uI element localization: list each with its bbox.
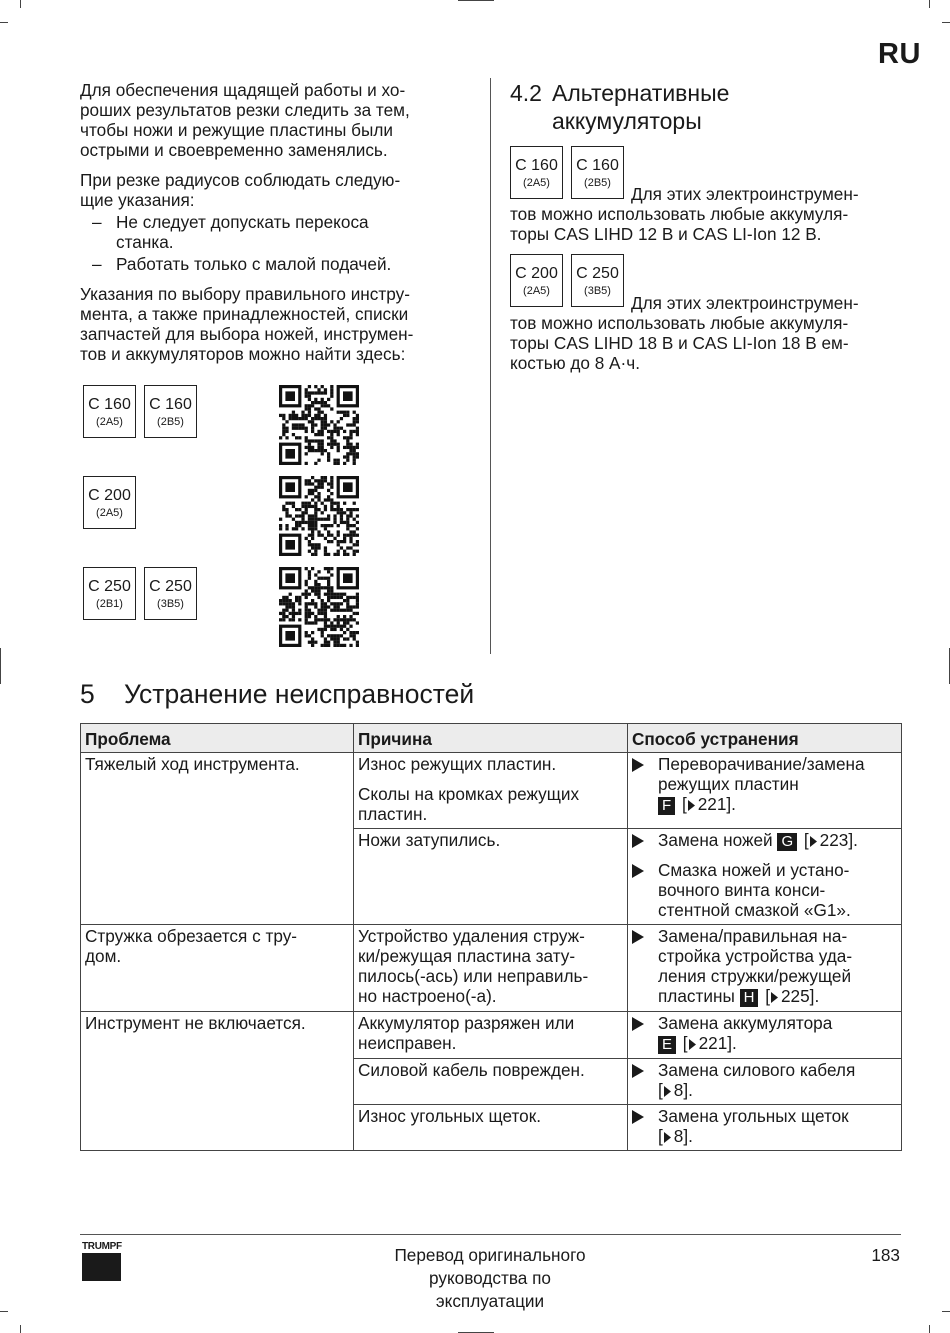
remedy-item bbox=[632, 754, 897, 815]
page-reference-link[interactable] bbox=[658, 1126, 693, 1146]
remedy-cell bbox=[628, 1105, 902, 1151]
list-item-text: Работать только с малой подачей. bbox=[116, 254, 392, 274]
problem-cell bbox=[81, 753, 354, 829]
dash-bullet: – bbox=[92, 212, 102, 232]
figure-key-badge: E bbox=[658, 1036, 676, 1054]
cause-cell bbox=[354, 1012, 628, 1059]
ref-bracket: [ bbox=[658, 1080, 663, 1100]
footer-divider bbox=[80, 1234, 901, 1235]
ref-arrow-icon bbox=[664, 1132, 671, 1143]
dash-bullet: – bbox=[92, 254, 102, 274]
chapter-number: 5 bbox=[80, 679, 95, 709]
trumpf-logo-block bbox=[82, 1253, 121, 1281]
radius-paragraph: При резке радиусов соблюдать следую- щие указания: bbox=[80, 170, 401, 210]
section-heading bbox=[510, 79, 729, 135]
table-row bbox=[81, 829, 902, 925]
remedy-text: Замена силового кабеля bbox=[658, 1060, 856, 1080]
ref-arrow-icon bbox=[689, 1039, 696, 1050]
remedy-text: Замена аккумулятора bbox=[658, 1013, 833, 1033]
crop-mark bbox=[942, 22, 950, 23]
crop-mark bbox=[929, 1325, 930, 1333]
problem-cell bbox=[81, 1105, 354, 1151]
ref-bracket: [ bbox=[682, 1033, 688, 1053]
problem-text: Стружка обрезается с тру- дом. bbox=[85, 926, 298, 966]
section-title: Альтернативные аккумуляторы bbox=[552, 80, 730, 134]
crop-mark bbox=[0, 22, 8, 23]
ref-arrow-icon bbox=[771, 992, 778, 1003]
table-row bbox=[81, 753, 902, 829]
list-item bbox=[80, 212, 480, 252]
model-variant: (2A5) bbox=[523, 285, 550, 297]
list-item bbox=[80, 254, 480, 274]
model-variant: (2A5) bbox=[523, 177, 550, 189]
page-reference-link[interactable] bbox=[804, 830, 858, 850]
chapter-heading bbox=[80, 677, 474, 711]
model-name: C 250 bbox=[149, 578, 192, 595]
remedy-item bbox=[632, 1013, 897, 1054]
troubleshooting-table bbox=[80, 723, 902, 1151]
crop-mark bbox=[20, 1325, 21, 1333]
ref-page: 221]. bbox=[697, 794, 736, 814]
model-box bbox=[571, 146, 624, 199]
cause-cell bbox=[354, 925, 628, 1012]
list-item-text: Не следует допускать перекоса станка. bbox=[116, 212, 369, 252]
remedy-text-wrap bbox=[658, 926, 852, 1007]
cause-text: Сколы на кромках режущих пластин. bbox=[358, 784, 580, 824]
model-variant: (2B1) bbox=[96, 598, 123, 610]
cause-text: Износ угольных щеток. bbox=[358, 1106, 541, 1126]
cause-text: Ножи затупились. bbox=[358, 830, 501, 850]
chapter-title: Устранение неисправностей bbox=[124, 679, 475, 709]
ref-bracket: [ bbox=[658, 1126, 663, 1146]
cause-text: Силовой кабель поврежден. bbox=[358, 1060, 585, 1080]
problem-cell bbox=[81, 829, 354, 925]
model-variant: (3B5) bbox=[584, 285, 611, 297]
remedy-item bbox=[632, 1106, 897, 1146]
action-triangle-icon bbox=[632, 830, 658, 851]
qr-code[interactable] bbox=[279, 567, 359, 647]
remedy-item bbox=[632, 926, 897, 1007]
model-variant: (2B5) bbox=[157, 416, 184, 428]
action-triangle-icon bbox=[632, 1106, 658, 1146]
model-name: C 250 bbox=[88, 578, 131, 595]
table-row bbox=[81, 1012, 902, 1059]
action-triangle-icon bbox=[632, 860, 658, 920]
remedy-text: Смазка ножей и устано- вочного винта конси- стентной смазкой «G1». bbox=[658, 860, 851, 920]
action-triangle-icon bbox=[632, 1013, 658, 1054]
trumpf-logo-text: TRUMPF bbox=[82, 1241, 122, 1252]
remedy-text-wrap bbox=[658, 1060, 855, 1100]
model-box bbox=[510, 146, 563, 199]
ref-page: 225]. bbox=[781, 986, 820, 1006]
model-name: C 160 bbox=[515, 157, 558, 174]
remedy-cell bbox=[628, 925, 902, 1012]
remedy-text: Замена ножей bbox=[658, 830, 773, 850]
model-variant: (2A5) bbox=[96, 416, 123, 428]
model-variant: (3B5) bbox=[157, 598, 184, 610]
tools-paragraph: Указания по выбору правильного инстру- мента, а также принадлежностей, списки запчастей для выбора ножей, инструмен- тов и аккумуляторов можно найти здесь: bbox=[80, 284, 414, 364]
remedy-text-wrap bbox=[658, 1013, 832, 1054]
remedy-cell bbox=[628, 753, 902, 829]
remedy-item bbox=[632, 860, 897, 920]
problem-cell bbox=[81, 925, 354, 1012]
ref-arrow-icon bbox=[810, 836, 817, 847]
model-name: C 160 bbox=[88, 396, 131, 413]
remedy-text-wrap bbox=[658, 754, 865, 815]
page-reference-link[interactable] bbox=[765, 986, 819, 1006]
table-row bbox=[81, 1105, 902, 1151]
battery-text-first-line: Для этих электроинструмен- bbox=[631, 293, 859, 313]
cause-cell bbox=[354, 753, 628, 829]
crop-mark bbox=[458, 0, 494, 1]
crop-mark bbox=[929, 0, 930, 8]
remedy-item bbox=[632, 830, 897, 851]
problem-text: Тяжелый ход инструмента. bbox=[85, 754, 300, 774]
figure-key-badge: G bbox=[777, 833, 797, 851]
model-name: C 250 bbox=[576, 265, 619, 282]
page-reference-link[interactable] bbox=[658, 1080, 693, 1100]
crop-mark bbox=[20, 0, 21, 8]
section-number: 4.2 bbox=[510, 80, 542, 106]
ref-arrow-icon bbox=[688, 800, 695, 811]
model-name: C 160 bbox=[149, 396, 192, 413]
ref-page: 8]. bbox=[673, 1080, 693, 1100]
model-variant: (2B5) bbox=[584, 177, 611, 189]
intro-paragraph: Для обеспечения щадящей работы и хо- роших результатов резки следить за тем, чтобы ножи и режущие пластины были острыми и своевременно заменялись. bbox=[80, 80, 410, 160]
action-triangle-icon bbox=[632, 1060, 658, 1100]
ref-bracket: [ bbox=[765, 986, 770, 1006]
figure-key-badge: F bbox=[658, 797, 675, 815]
ref-page: 8]. bbox=[673, 1126, 693, 1146]
cause-cell bbox=[354, 1059, 628, 1105]
column-header: Причина bbox=[354, 724, 628, 753]
remedy-text-wrap bbox=[658, 1106, 849, 1146]
column-header: Проблема bbox=[81, 724, 354, 753]
problem-cell bbox=[81, 1012, 354, 1059]
qr-code[interactable] bbox=[279, 476, 359, 556]
model-box bbox=[510, 254, 563, 307]
model-box bbox=[83, 476, 136, 529]
model-box bbox=[83, 385, 136, 438]
model-box bbox=[571, 254, 624, 307]
ref-bracket: [ bbox=[681, 794, 687, 814]
page-reference-link[interactable] bbox=[683, 1033, 737, 1053]
cause-text: Износ режущих пластин. bbox=[358, 754, 557, 774]
figure-key-badge: H bbox=[740, 989, 759, 1007]
crop-mark bbox=[0, 1311, 8, 1312]
column-header: Способ устранения bbox=[628, 724, 902, 753]
ref-page: 221]. bbox=[698, 1033, 737, 1053]
cause-cell bbox=[354, 829, 628, 925]
remedy-text-wrap bbox=[658, 830, 858, 851]
table-header-row bbox=[81, 724, 902, 753]
page-number: 183 bbox=[871, 1245, 900, 1265]
model-name: C 160 bbox=[576, 157, 619, 174]
crop-mark bbox=[0, 648, 1, 684]
ref-page: 223]. bbox=[819, 830, 858, 850]
action-triangle-icon bbox=[632, 754, 658, 815]
table-row bbox=[81, 925, 902, 1012]
remedy-text: Замена/правильная на- стройка устройства уда- ления стружки/режущей пластины bbox=[658, 926, 853, 1006]
model-name: C 200 bbox=[88, 487, 131, 504]
remedy-text: Переворачивание/замена режущих пластин bbox=[658, 754, 865, 794]
cause-text: Устройство удаления струж- ки/режущая пластина зату- пилось(-ась) или неправиль- но настроено(-а). bbox=[358, 926, 589, 1006]
model-name: C 200 bbox=[515, 265, 558, 282]
cause-text: Аккумулятор разряжен или неисправен. bbox=[358, 1013, 575, 1053]
action-triangle-icon bbox=[632, 926, 658, 1007]
model-box bbox=[144, 385, 197, 438]
crop-mark bbox=[942, 1311, 950, 1312]
remedy-text: Замена угольных щеток bbox=[658, 1106, 849, 1126]
model-box bbox=[83, 567, 136, 620]
battery-text: тов можно использовать любые аккумуля- торы CAS LIHD 12 В и CAS LI-Ion 12 В. bbox=[510, 204, 849, 244]
problem-cell bbox=[81, 1059, 354, 1105]
language-code: RU bbox=[878, 38, 921, 70]
remedy-item bbox=[632, 1060, 897, 1100]
problem-text: Инструмент не включается. bbox=[85, 1013, 306, 1033]
cause-cell bbox=[354, 1105, 628, 1151]
battery-text: тов можно использовать любые аккумуля- торы CAS LIHD 18 В и CAS LI-Ion 18 В ем- костью до 8 А·ч. bbox=[510, 313, 849, 373]
battery-text-first-line: Для этих электроинструмен- bbox=[631, 184, 859, 204]
page-reference-link[interactable] bbox=[682, 794, 736, 814]
ref-bracket: [ bbox=[803, 830, 809, 850]
remedy-cell bbox=[628, 1012, 902, 1059]
column-divider bbox=[490, 78, 491, 654]
remedy-cell bbox=[628, 1059, 902, 1105]
model-box bbox=[144, 567, 197, 620]
ref-arrow-icon bbox=[664, 1086, 671, 1097]
table-row bbox=[81, 1059, 902, 1105]
qr-code[interactable] bbox=[279, 385, 359, 465]
remedy-cell bbox=[628, 829, 902, 925]
model-variant: (2A5) bbox=[96, 507, 123, 519]
footer-title: Перевод оригинального руководства по эксплуатации bbox=[394, 1245, 586, 1311]
left-column bbox=[80, 80, 480, 364]
